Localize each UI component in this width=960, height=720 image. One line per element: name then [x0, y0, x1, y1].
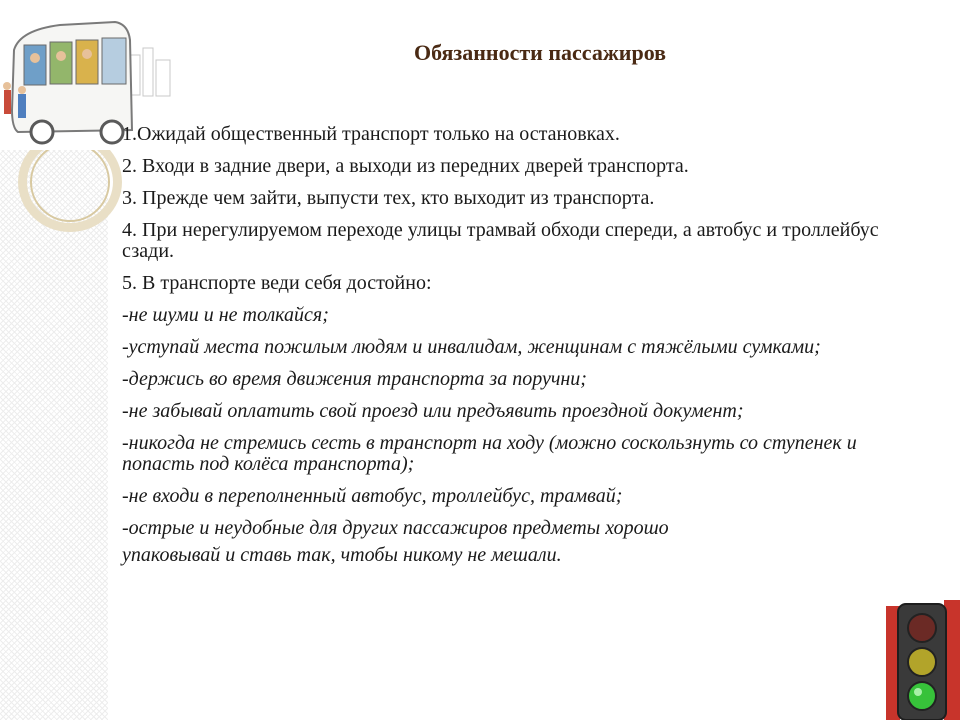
rule-subitem: -не шуми и не толкайся; — [122, 304, 329, 326]
page-title: Обязанности пассажиров — [413, 40, 667, 65]
rule-subitem: -держись во время движения транспорта за поручни; — [122, 368, 587, 390]
rule-subitem: -острые и неудобные для других пассажиров предметы хорошо — [122, 517, 669, 539]
rule-subitem: -не забывай оплатить свой проезд или предъявить проездной документ; — [122, 400, 744, 422]
rule-subitem: -уступай места пожилым людям и инвалидам, женщинам с тяжёлыми сумками; — [122, 336, 821, 358]
rule-subitem: упаковывай и ставь так, чтобы никому не мешали. — [122, 544, 562, 566]
rules-list — [122, 124, 892, 577]
decorative-ring-inner — [30, 142, 110, 222]
rule-item: 5. В транспорте веди себя достойно: — [122, 272, 432, 294]
rule-item: 3. Прежде чем зайти, выпусти тех, кто выходит из транспорта. — [122, 187, 655, 209]
rule-item: 1.Ожидай общественный транспорт только на остановках. — [122, 123, 620, 145]
rule-subitem: -не входи в переполненный автобус, троллейбус, трамвай; — [122, 485, 623, 507]
rule-item: 4. При нерегулируемом переходе улицы трамвай обходи спереди, а автобус и троллейбус сзади. — [122, 219, 879, 262]
traffic-light-icon — [884, 600, 960, 720]
rule-item: 2. Входи в задние двери, а выходи из передних дверей транспорта. — [122, 155, 689, 177]
rule-subitem: -никогда не стремись сесть в транспорт на ходу (можно соскользнуть со ступенек и попасть под колёса транспорта); — [122, 432, 857, 475]
